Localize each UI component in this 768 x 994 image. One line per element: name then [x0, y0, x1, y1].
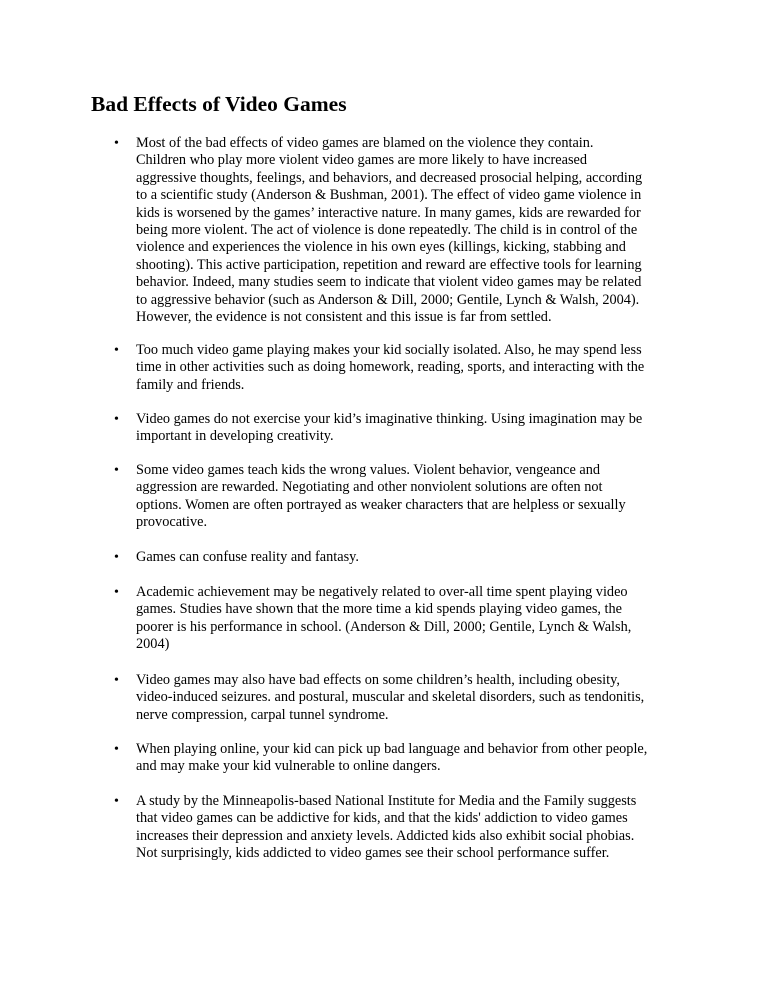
bullet-marker: •	[114, 794, 119, 809]
bullet-marker: •	[114, 463, 119, 478]
text-line: being more violent. The act of violence is done repeatedly. The child is in control of the	[136, 222, 638, 239]
text-line: Video games may also have bad effects on some children’s health, including obesity,	[136, 672, 620, 688]
bullet-marker: •	[114, 550, 119, 565]
text-line: kids is worsened by the games’ interactive nature. In many games, kids are rewarded for	[136, 204, 641, 221]
paragraph	[136, 741, 681, 776]
page-title: Bad Effects of Video Games	[91, 92, 347, 116]
bullet-marker: •	[114, 742, 119, 757]
paragraph	[136, 672, 681, 724]
text-line: 2004)	[136, 636, 170, 653]
text-line: violence and experiences the violence in his own eyes (killings, kicking, stabbing and	[136, 239, 626, 256]
paragraph	[136, 549, 681, 566]
paragraph	[136, 135, 681, 326]
text-line: However, the evidence is not consistent and this issue is far from settled.	[136, 309, 552, 326]
text-line: When playing online, your kid can pick up bad language and behavior from other people,	[136, 741, 648, 757]
text-line: behavior. Indeed, many studies seem to indicate that violent video games may be related	[136, 274, 642, 291]
text-line: aggression are rewarded. Negotiating and other nonviolent solutions are often not	[136, 479, 603, 496]
text-line: Academic achievement may be negatively related to over-all time spent playing video	[136, 584, 628, 600]
text-line: provocative.	[136, 514, 208, 531]
paragraph	[136, 342, 681, 394]
text-line: Too much video game playing makes your kid socially isolated. Also, he may spend less	[136, 342, 642, 358]
text-line: Games can confuse reality and fantasy.	[136, 549, 359, 565]
paragraph	[136, 462, 681, 532]
paragraph	[136, 411, 681, 446]
text-line: Most of the bad effects of video games are blamed on the violence they contain.	[136, 135, 594, 151]
text-line: shooting). This active participation, repetition and reward are effective tools for learning	[136, 256, 642, 273]
text-line: games. Studies have shown that the more time a kid spends playing video games, the	[136, 601, 622, 618]
text-line: to aggressive behavior (such as Anderson & Dill, 2000; Gentile, Lynch & Walsh, 2004).	[136, 291, 640, 308]
text-line: Video games do not exercise your kid’s imaginative thinking. Using imagination may be	[136, 411, 643, 427]
text-line: Not surprisingly, kids addicted to video games see their school performance suffer.	[136, 845, 610, 862]
paragraph	[136, 584, 681, 654]
text-line: Some video games teach kids the wrong values. Violent behavior, vengeance and	[136, 462, 601, 478]
bullet-marker: •	[114, 412, 119, 427]
text-line: important in developing creativity.	[136, 428, 334, 445]
bullet-marker: •	[114, 343, 119, 358]
paragraph	[136, 793, 681, 863]
text-line: A study by the Minneapolis-based National Institute for Media and the Family suggests	[136, 793, 637, 809]
text-line: that video games can be addictive for kids, and that the kids' addiction to video games	[136, 810, 628, 827]
bullet-marker: •	[114, 585, 119, 600]
text-line: nerve compression, carpal tunnel syndrome.	[136, 706, 389, 723]
text-line: time in other activities such as doing homework, reading, sports, and interacting with the	[136, 359, 645, 376]
text-line: increases their depression and anxiety levels. Addicted kids also exhibit social phobias.	[136, 827, 635, 844]
text-line: poorer is his performance in school. (Anderson & Dill, 2000; Gentile, Lynch & Walsh,	[136, 618, 632, 635]
text-line: family and friends.	[136, 376, 245, 393]
text-line: aggressive thoughts, feelings, and behaviors, and decreased prosocial helping, according	[136, 169, 643, 186]
text-line: to a scientific study (Anderson & Bushman, 2001). The effect of video game violence in	[136, 187, 642, 204]
text-line: video-induced seizures. and postural, muscular and skeletal disorders, such as tendonitis,	[136, 689, 645, 706]
text-line: and may make your kid vulnerable to online dangers.	[136, 758, 441, 775]
text-line: Children who play more violent video games are more likely to have increased	[136, 152, 588, 169]
text-line: options. Women are often portrayed as weaker characters that are helpless or sexually	[136, 496, 626, 513]
bullet-marker: •	[114, 673, 119, 688]
bullet-marker: •	[114, 136, 119, 151]
